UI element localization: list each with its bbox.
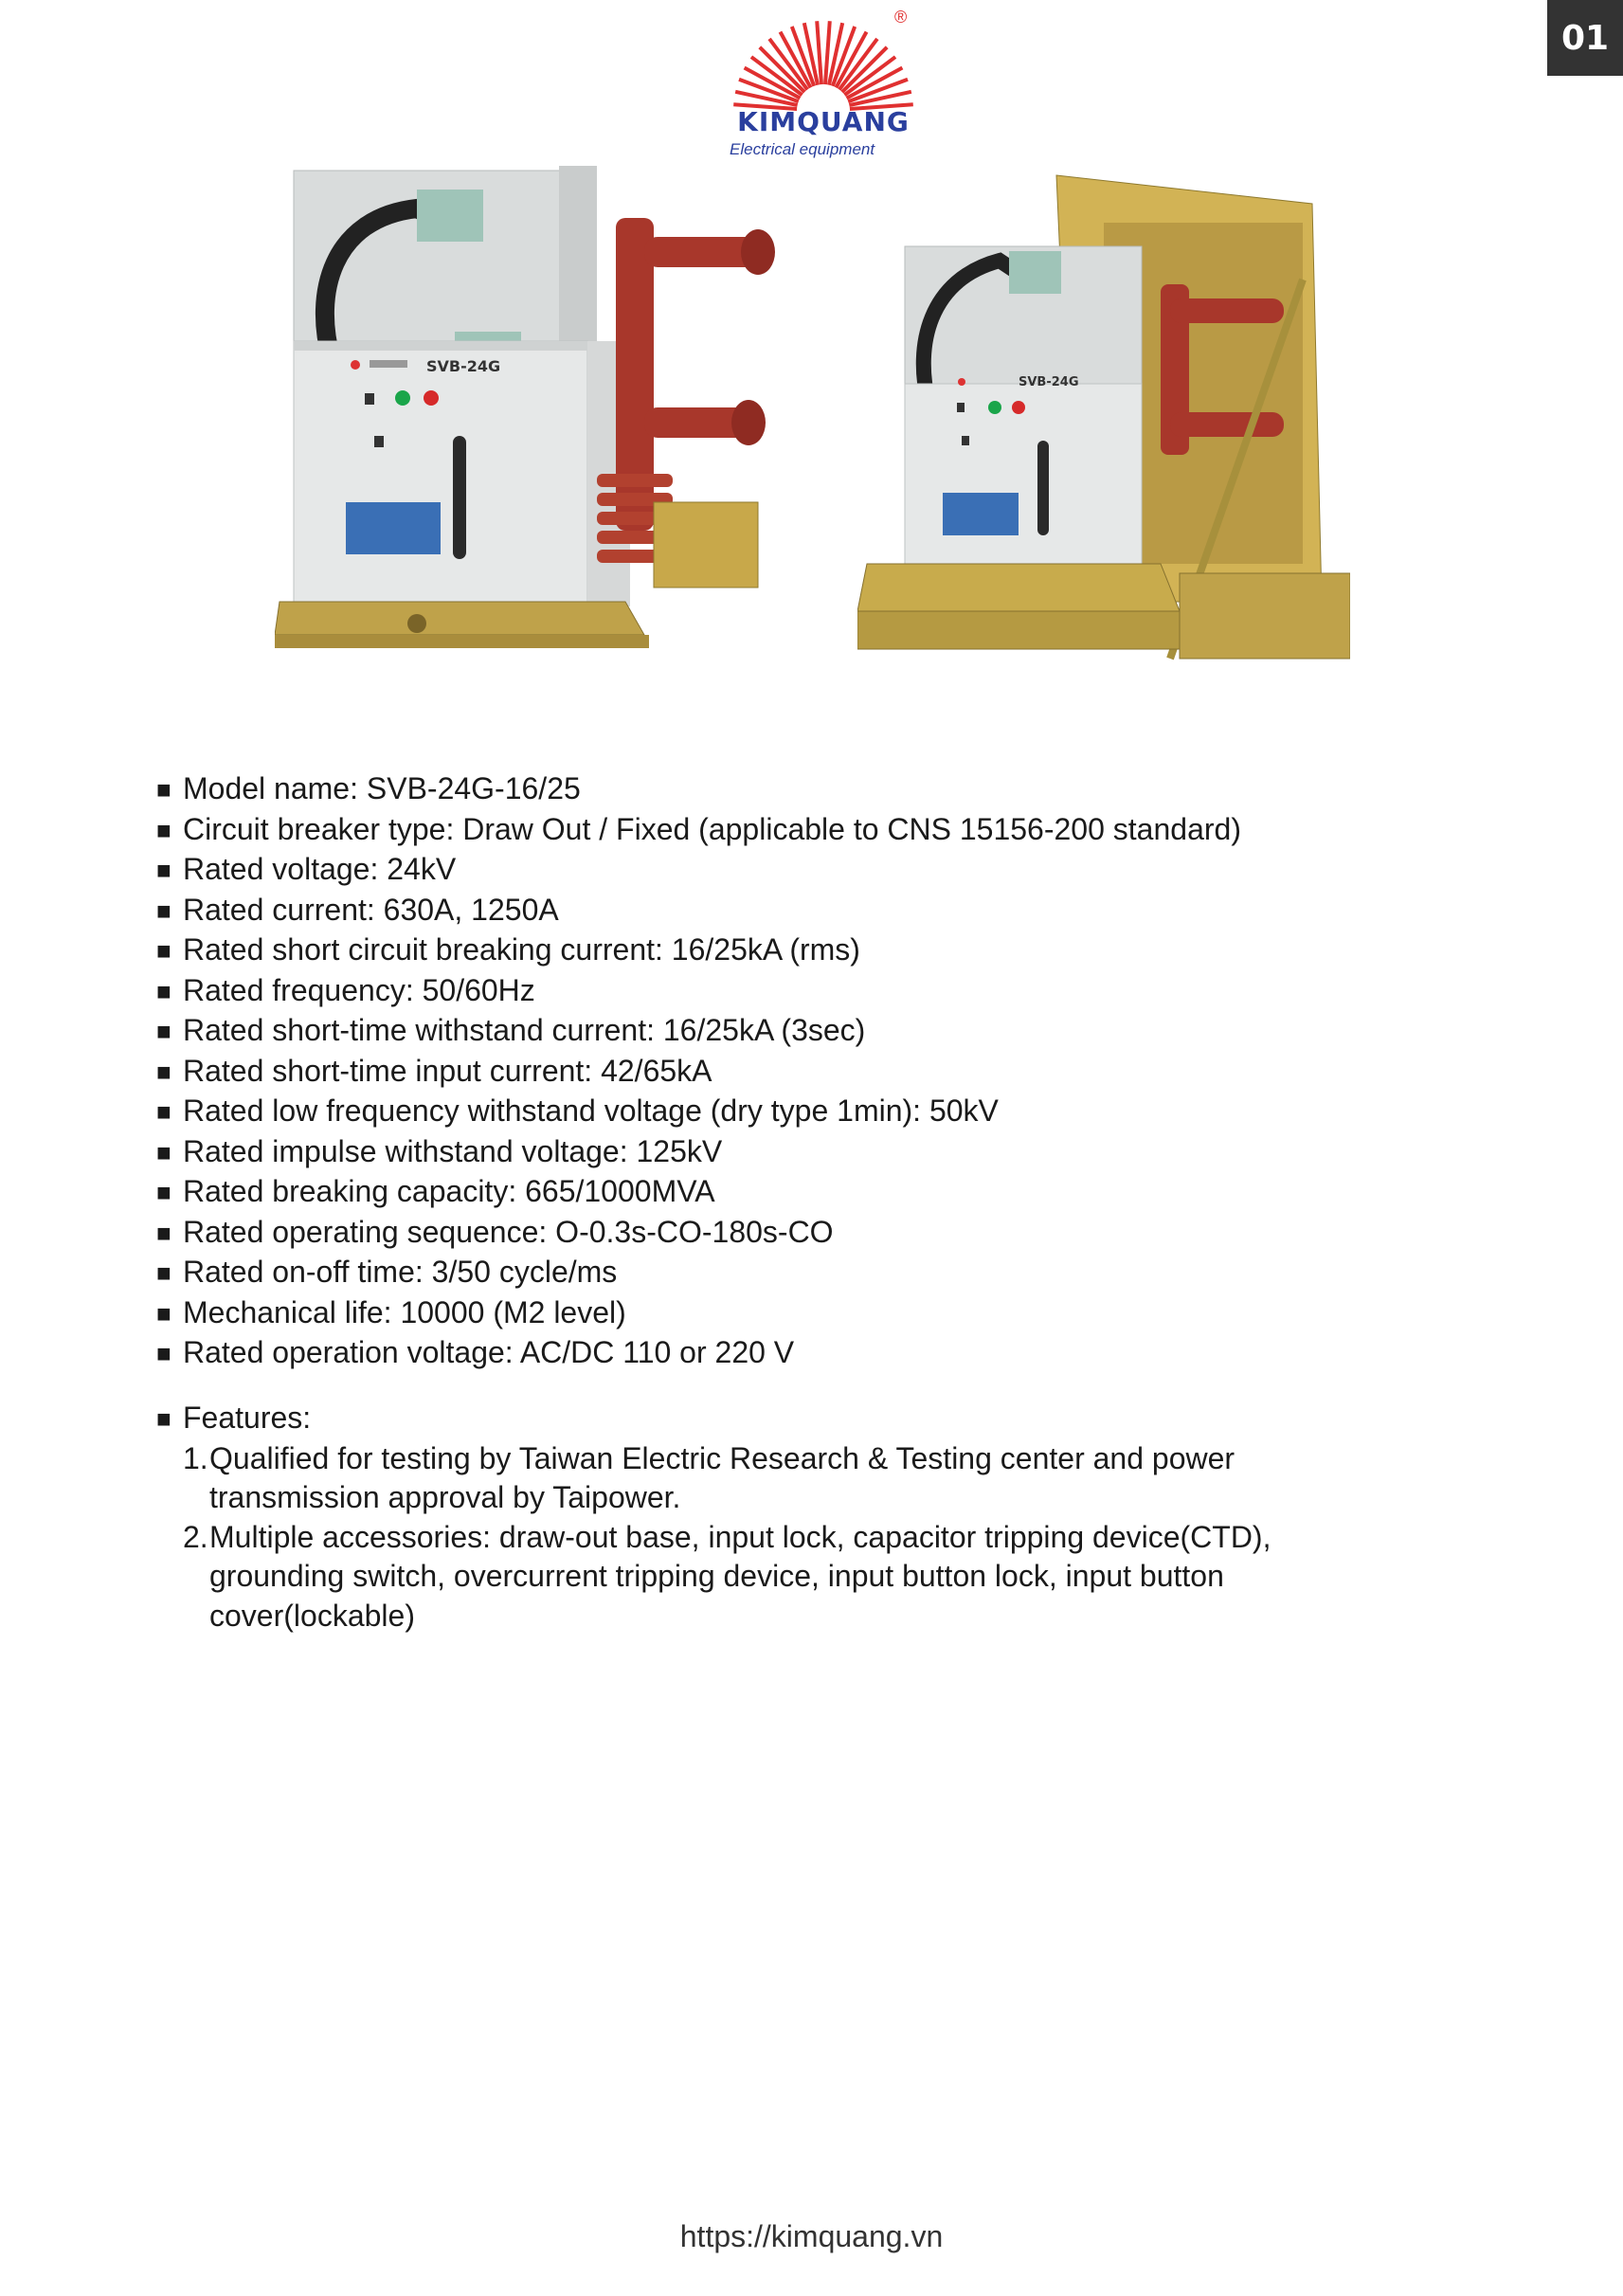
- features-section: [156, 1399, 1384, 1636]
- spec-text: Rated operation voltage: AC/DC 110 or 220 V: [183, 1335, 795, 1369]
- bullet-icon: ■: [156, 1404, 171, 1433]
- spec-item: [156, 1011, 1241, 1052]
- bullet-icon: ■: [156, 976, 171, 1005]
- bullet-icon: ■: [156, 775, 171, 804]
- bullet-icon: ■: [156, 895, 171, 925]
- features-heading: ■ Features:: [156, 1399, 1384, 1439]
- bullet-icon: ■: [156, 1057, 171, 1086]
- spec-text: Model name: SVB-24G-16/25: [183, 771, 581, 805]
- footer-url[interactable]: https://kimquang.vn: [679, 2219, 944, 2253]
- spec-text: Circuit breaker type: Draw Out / Fixed (applicable to CNS 15156-200 standard): [183, 811, 1241, 846]
- bullet-icon: ■: [156, 1218, 171, 1247]
- spec-item: [156, 1333, 1241, 1374]
- bullet-icon: ■: [156, 815, 171, 844]
- bullet-icon: ■: [156, 1137, 171, 1166]
- feature-item: [183, 1518, 1384, 1636]
- bullet-icon: ■: [156, 856, 171, 884]
- spec-text: Rated operating sequence: O-0.3s-CO-180s-CO: [183, 1214, 834, 1249]
- spec-item: [156, 810, 1241, 851]
- bullet-icon: ■: [156, 1258, 171, 1287]
- feature-text: Qualified for testing by Taiwan Electric Research & Testing center and power transmission approval by Taipower.: [209, 1440, 1235, 1514]
- spec-item: [156, 1132, 1241, 1173]
- spec-text: Rated frequency: 50/60Hz: [183, 972, 535, 1007]
- left-model-label: SVB-24G: [426, 357, 501, 375]
- spec-text: Rated impulse withstand voltage: 125kV: [183, 1133, 723, 1168]
- spec-item: [156, 769, 1241, 810]
- feature-item: [183, 1439, 1384, 1518]
- spec-text: Rated short circuit breaking current: 16/25kA (rms): [183, 932, 860, 967]
- spec-text: Rated short-time withstand current: 16/25kA (3sec): [183, 1013, 866, 1047]
- spec-item: [156, 971, 1241, 1012]
- registered-mark: ®: [894, 8, 908, 27]
- sunburst-logo-icon: [724, 11, 923, 116]
- bullet-icon: ■: [156, 936, 171, 965]
- feature-text: Multiple accessories: draw-out base, input lock, capacitor tripping device(CTD), grounding switch, overcurrent tripping device, input button lock, input button cover(lockable): [209, 1519, 1271, 1633]
- spec-text: Rated current: 630A, 1250A: [183, 892, 559, 927]
- brand-name: KIMQUANG: [737, 106, 910, 137]
- bullet-icon: ■: [156, 1178, 171, 1206]
- page-number-badge: 01: [1547, 0, 1623, 76]
- bullet-icon: ■: [156, 1339, 171, 1367]
- spec-item: [156, 931, 1241, 971]
- bullet-icon: ■: [156, 1017, 171, 1045]
- bullet-icon: ■: [156, 1097, 171, 1126]
- spec-item: [156, 1293, 1241, 1334]
- breaker-fixed-image: [275, 161, 824, 654]
- spec-text: Rated on-off time: 3/50 cycle/ms: [183, 1255, 618, 1289]
- features-list: [156, 1439, 1384, 1636]
- brand-tagline: Electrical equipment: [730, 140, 875, 158]
- breaker-drawout-image: [857, 166, 1350, 678]
- spec-item: [156, 891, 1241, 931]
- spec-text: Rated breaking capacity: 665/1000MVA: [183, 1174, 715, 1208]
- right-model-label: SVB-24G: [1019, 375, 1079, 389]
- spec-text: Rated voltage: 24kV: [183, 852, 457, 886]
- spec-item: [156, 1092, 1241, 1132]
- spec-text: Mechanical life: 10000 (M2 level): [183, 1294, 626, 1329]
- spec-text: Rated short-time input current: 42/65kA: [183, 1053, 712, 1088]
- spec-item: [156, 1172, 1241, 1213]
- feature-number: 1.: [183, 1440, 208, 1475]
- spec-text: Rated low frequency withstand voltage (dry type 1min): 50kV: [183, 1094, 999, 1128]
- spec-item: [156, 1213, 1241, 1254]
- feature-number: 2.: [183, 1519, 208, 1554]
- brand-logo: [724, 8, 923, 158]
- spec-item: [156, 1052, 1241, 1093]
- spec-item: [156, 850, 1241, 891]
- spec-item: [156, 1253, 1241, 1293]
- spec-list: [156, 769, 1241, 1374]
- bullet-icon: ■: [156, 1298, 171, 1328]
